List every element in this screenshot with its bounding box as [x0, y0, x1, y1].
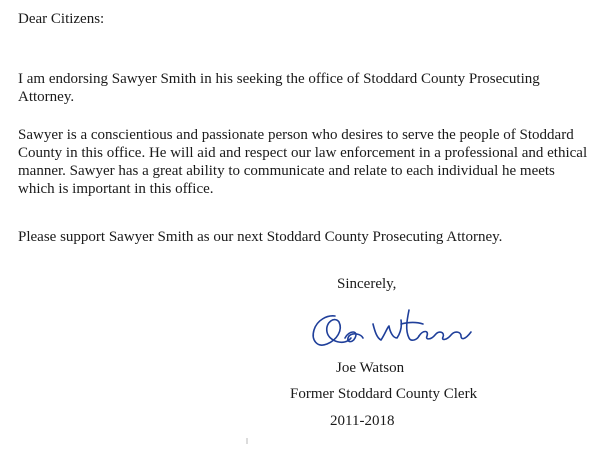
letter-closing: Sincerely, [337, 276, 397, 292]
letter-paragraph-description: Sawyer is a conscientious and passionate person who desires to serve the people of Stoddard County in this office. He will aid and respect our law enforcement in a professional and ethical manner. Sawyer has a great ability to communicate and relate to each individual he meets which is important in this office. [18, 127, 588, 197]
signer-name: Joe Watson [336, 360, 405, 376]
signer-title: Former Stoddard County Clerk [290, 386, 478, 402]
letter-greeting: Dear Citizens: [18, 11, 105, 27]
letter-paragraph-request: Please support Sawyer Smith as our next Stoddard County Prosecuting Attorney. [18, 229, 503, 245]
signer-years: 2011-2018 [330, 413, 395, 429]
letter-paragraph-endorsement: I am endorsing Sawyer Smith in his seeking the office of Stoddard County Prosecuting Attorney. [18, 71, 540, 105]
scan-mark [246, 438, 248, 444]
handwritten-signature [305, 302, 475, 354]
